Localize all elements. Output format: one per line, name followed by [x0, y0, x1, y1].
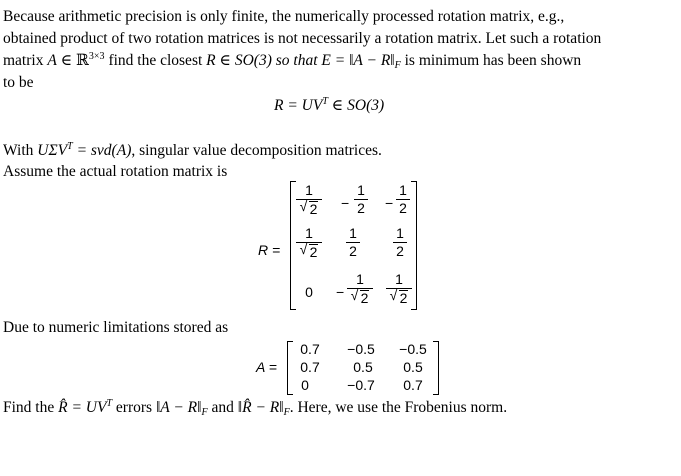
math-E: E — [321, 52, 331, 69]
text: With — [3, 142, 38, 159]
r21-den — [296, 244, 322, 260]
subscript-F: F — [283, 407, 290, 418]
r32 — [347, 272, 373, 306]
superscript: T — [106, 398, 113, 409]
text: Find the — [3, 399, 59, 416]
math-uv: = UV — [67, 399, 107, 416]
text: , singular value decomposition matrices. — [131, 142, 382, 159]
para3: Due to numeric limitations stored as — [3, 319, 229, 336]
r13-minus: − — [385, 195, 394, 211]
r11-rad: 2 — [309, 201, 318, 217]
text: errors — [112, 399, 156, 416]
sqrt-icon — [300, 244, 319, 260]
r12 — [354, 183, 368, 216]
r32-minus: − — [336, 284, 345, 300]
a32: −0.7 — [347, 377, 375, 393]
para1-line3 — [3, 51, 581, 71]
math-so: ∈ SO(3) so that — [215, 52, 322, 69]
r33-rad: 2 — [399, 290, 408, 306]
math-usv: UΣV — [37, 142, 68, 159]
subscript-F: F — [201, 407, 208, 418]
math-svd: = svd(A) — [72, 142, 132, 159]
a21: 0.7 — [300, 359, 320, 375]
a33: 0.7 — [403, 377, 423, 393]
r33-den — [386, 290, 412, 306]
r22-num: 1 — [349, 225, 357, 241]
text: . Here, we use the Frobenius norm. — [289, 399, 508, 416]
r33-num: 1 — [395, 271, 403, 287]
a31: 0 — [301, 377, 309, 393]
sqrt-icon — [390, 290, 409, 306]
para1-line1: Because arithmetic precision is only finite, the numerically processed rotation matrix, e.g., — [3, 8, 565, 25]
math-rhat: R̂ — [58, 399, 68, 416]
eq-text: R = UV — [274, 97, 323, 114]
equation-r-uvt — [274, 96, 384, 116]
r32-rad: 2 — [360, 290, 369, 306]
r22 — [346, 226, 360, 259]
para2-line1 — [3, 141, 382, 161]
text: matrix — [3, 52, 48, 69]
para1-line4: to be — [3, 74, 34, 91]
math-norm1: ‖A − R‖ — [155, 399, 202, 416]
final-line — [3, 398, 507, 418]
r12-num: 1 — [357, 182, 365, 198]
r13-den: 2 — [399, 200, 407, 216]
r21-rad: 2 — [309, 244, 318, 260]
math-norm2: ‖R̂ − R‖ — [237, 399, 284, 416]
a12: −0.5 — [347, 341, 375, 357]
r12-den: 2 — [357, 200, 365, 216]
r31: 0 — [305, 284, 313, 300]
eq-superscript: T — [322, 96, 328, 107]
math-norm: = ‖A − R‖ — [330, 52, 395, 69]
text: is minimum has been shown — [400, 52, 582, 69]
text: ∈ ℝ — [56, 52, 89, 69]
math-R: R — [206, 52, 216, 69]
subscript-F: F — [394, 60, 401, 71]
r23-den: 2 — [396, 243, 404, 259]
r32-num: 1 — [356, 271, 364, 287]
r32-den — [347, 290, 373, 306]
eq-tail: ∈ SO(3) — [327, 97, 385, 114]
r13 — [396, 183, 410, 216]
r13-num: 1 — [399, 182, 407, 198]
text: and — [207, 399, 238, 416]
a22: 0.5 — [353, 359, 373, 375]
r21 — [296, 226, 322, 260]
r33 — [386, 272, 412, 306]
r23 — [393, 226, 407, 259]
matrix-r-label: R = — [258, 242, 281, 258]
matrix-a-label: A = — [256, 359, 277, 375]
text: find the closest — [104, 52, 207, 69]
superscript: 3×3 — [88, 51, 105, 62]
r21-num: 1 — [305, 225, 313, 241]
r11 — [296, 183, 322, 217]
para1-line2: obtained product of two rotation matrices is not necessarily a rotation matrix. Let such a rotation — [3, 30, 602, 47]
a23: 0.5 — [403, 359, 423, 375]
sqrt-icon — [300, 201, 319, 217]
r11-num: 1 — [305, 182, 313, 198]
r23-num: 1 — [396, 225, 404, 241]
a13: −0.5 — [399, 341, 427, 357]
a11: 0.7 — [300, 341, 320, 357]
sqrt-icon — [351, 290, 370, 306]
superscript: T — [67, 141, 73, 152]
r22-den: 2 — [349, 243, 357, 259]
r12-minus: − — [341, 195, 350, 211]
r11-den — [296, 201, 322, 217]
math-A: A — [47, 52, 57, 69]
para2-line2: Assume the actual rotation matrix is — [3, 163, 228, 180]
